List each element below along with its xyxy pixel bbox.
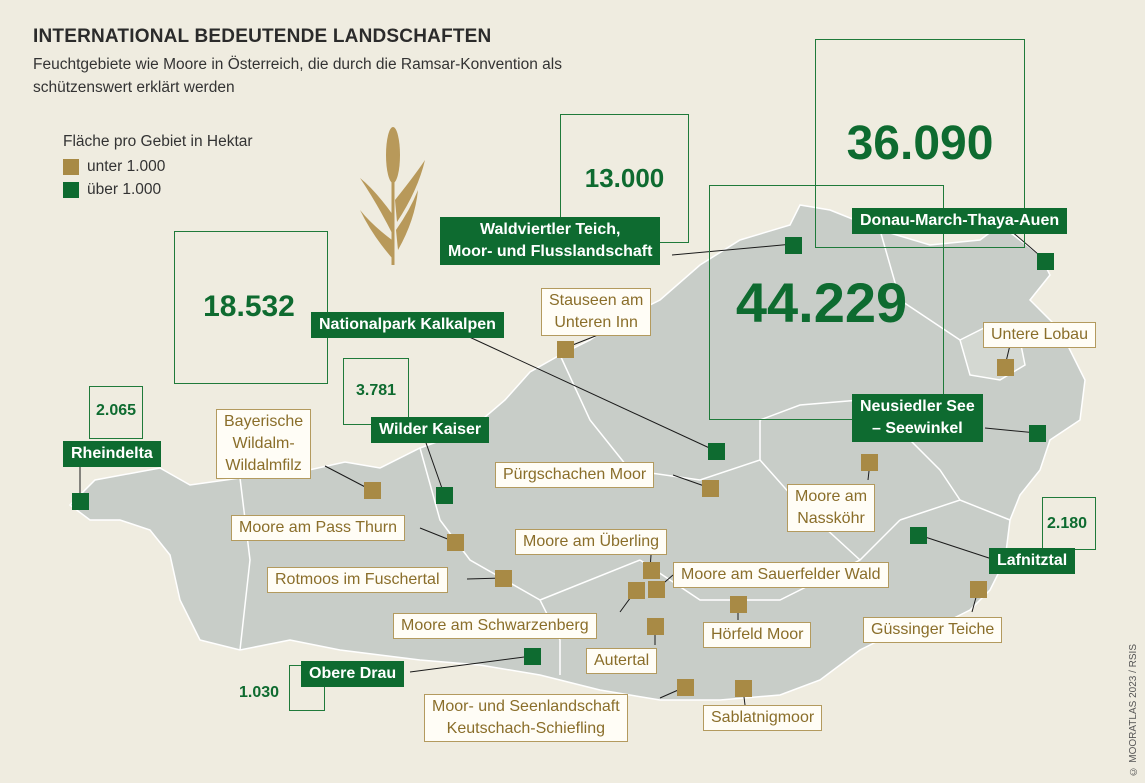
legend-label-big: über 1.000 bbox=[87, 181, 162, 198]
label-guessing bbox=[863, 617, 1002, 643]
marker-waldviertel[interactable] bbox=[785, 237, 802, 254]
marker-sauerfelder[interactable] bbox=[648, 581, 665, 598]
label-lobau bbox=[983, 322, 1096, 348]
label-sauerfelder-text: Moore am Sauerfelder Wald bbox=[681, 566, 881, 583]
label-schwarzenberg-text: Moore am Schwarzenberg bbox=[401, 617, 589, 634]
label-kalkalpen-text: Nationalpark Kalkalpen bbox=[319, 316, 496, 333]
label-waldviertel bbox=[440, 217, 660, 265]
label-puergschachen-text: Pürgschachen Moor bbox=[503, 466, 647, 483]
label-neusiedler bbox=[852, 394, 983, 442]
label-rotmoos-text: Rotmoos im Fuschertal bbox=[275, 571, 440, 588]
reed-illustration bbox=[360, 127, 425, 265]
label-ueberling-text: Moore am Überling bbox=[523, 533, 660, 550]
label-stauseen bbox=[541, 288, 651, 336]
label-keutschach bbox=[424, 694, 628, 742]
label-keutschach-line1: Moor- und Seenlandschaft bbox=[432, 698, 620, 715]
label-autertal-text: Autertal bbox=[594, 652, 650, 669]
label-nasskoehr bbox=[787, 484, 875, 532]
label-hoerfeld bbox=[703, 622, 811, 648]
label-autertal bbox=[586, 648, 657, 674]
marker-pass-thurn[interactable] bbox=[447, 534, 464, 551]
label-bayerische-line1: Bayerische bbox=[224, 413, 304, 430]
label-bayerische-line2: Wildalm- bbox=[232, 435, 295, 452]
label-pass-thurn bbox=[231, 515, 405, 541]
page-title: INTERNATIONAL BEDEUTENDE LANDSCHAFTEN bbox=[33, 26, 492, 47]
marker-kalkalpen[interactable] bbox=[708, 443, 725, 460]
credit: © MOORATLAS 2023 / RSIS bbox=[1128, 644, 1139, 777]
area-value-lafnitz: 2.180 bbox=[1046, 515, 1088, 532]
label-keutschach-line2: Keutschach-Schiefling bbox=[446, 720, 605, 737]
marker-guessing[interactable] bbox=[970, 581, 987, 598]
marker-rheindelta[interactable] bbox=[72, 493, 89, 510]
legend-swatch-small bbox=[63, 159, 79, 175]
page-subtitle: Feuchtgebiete wie Moore in Österreich, die durch die Ramsar-Konvention als schützenswert erklärt werden bbox=[33, 56, 562, 96]
label-sauerfelder bbox=[673, 562, 889, 588]
label-bayerische-line3: Wildalmfilz bbox=[225, 457, 302, 474]
label-wilder-kaiser bbox=[371, 417, 489, 443]
marker-lobau[interactable] bbox=[997, 359, 1014, 376]
marker-keutschach[interactable] bbox=[677, 679, 694, 696]
area-value-neusiedler: 44.229 bbox=[735, 271, 908, 334]
label-bayerische bbox=[216, 409, 311, 479]
marker-lafnitz[interactable] bbox=[910, 527, 927, 544]
area-value-donau: 36.090 bbox=[846, 117, 994, 170]
legend-item-big bbox=[63, 181, 161, 199]
marker-stauseen[interactable] bbox=[557, 341, 574, 358]
label-obere-drau bbox=[301, 661, 404, 687]
marker-bayerische[interactable] bbox=[364, 482, 381, 499]
label-rotmoos bbox=[267, 567, 448, 593]
label-lafnitz bbox=[989, 548, 1075, 574]
marker-obere-drau[interactable] bbox=[524, 648, 541, 665]
legend-swatch-big bbox=[63, 182, 79, 198]
label-schwarzenberg bbox=[393, 613, 597, 639]
label-stauseen-line2: Unteren Inn bbox=[554, 314, 638, 331]
marker-nasskoehr[interactable] bbox=[861, 454, 878, 471]
marker-sablatnig[interactable] bbox=[735, 680, 752, 697]
label-obere-drau-text: Obere Drau bbox=[309, 665, 397, 682]
label-wilder-kaiser-text: Wilder Kaiser bbox=[379, 421, 482, 438]
label-hoerfeld-text: Hӧrfeld Moor bbox=[711, 626, 804, 643]
label-pass-thurn-text: Moore am Pass Thurn bbox=[239, 519, 397, 536]
label-rheindelta-text: Rheindelta bbox=[71, 445, 153, 462]
label-stauseen-line1: Stauseen am bbox=[549, 292, 644, 309]
marker-rotmoos[interactable] bbox=[495, 570, 512, 587]
legend-label-small: unter 1.000 bbox=[87, 158, 166, 175]
area-value-kalkalpen: 18.532 bbox=[203, 290, 295, 323]
label-donau bbox=[852, 208, 1067, 234]
label-lobau-text: Untere Lobau bbox=[991, 326, 1088, 343]
label-puergschachen bbox=[495, 462, 654, 488]
label-waldviertel-line1: Waldviertler Teich, bbox=[479, 221, 621, 238]
marker-ueberling[interactable] bbox=[643, 562, 660, 579]
label-nasskoehr-line2: Nasskӧhr bbox=[797, 510, 865, 527]
area-value-waldviertel: 13.000 bbox=[584, 163, 665, 193]
label-ueberling bbox=[515, 529, 667, 555]
marker-autertal[interactable] bbox=[647, 618, 664, 635]
area-value-obere-drau: 1.030 bbox=[238, 684, 280, 701]
legend-item-small bbox=[63, 158, 165, 176]
label-guessing-text: Güssinger Teiche bbox=[871, 621, 995, 638]
label-rheindelta bbox=[63, 441, 161, 467]
marker-wilder-kaiser[interactable] bbox=[436, 487, 453, 504]
marker-puergschachen[interactable] bbox=[702, 480, 719, 497]
label-donau-text: Donau-March-Thaya-Auen bbox=[860, 212, 1060, 229]
label-neusiedler-line1: Neusiedler See bbox=[860, 398, 975, 415]
label-nasskoehr-line1: Moore am bbox=[795, 488, 868, 505]
marker-donau[interactable] bbox=[1037, 253, 1054, 270]
legend-title: Fläche pro Gebiet in Hektar bbox=[63, 133, 253, 150]
label-lafnitz-text: Lafnitztal bbox=[997, 552, 1068, 569]
area-value-rheindelta: 2.065 bbox=[95, 402, 137, 419]
label-kalkalpen bbox=[311, 312, 504, 338]
label-sablatnig-text: Sablatnigmoor bbox=[711, 709, 815, 726]
marker-hoerfeld[interactable] bbox=[730, 596, 747, 613]
label-waldviertel-line2: Moor- und Flusslandschaft bbox=[448, 243, 653, 260]
label-sablatnig bbox=[703, 705, 822, 731]
area-value-wilder-kaiser: 3.781 bbox=[355, 382, 397, 399]
marker-neusiedler[interactable] bbox=[1029, 425, 1046, 442]
label-neusiedler-line2: – Seewinkel bbox=[872, 420, 963, 437]
marker-schwarzenberg[interactable] bbox=[628, 582, 645, 599]
